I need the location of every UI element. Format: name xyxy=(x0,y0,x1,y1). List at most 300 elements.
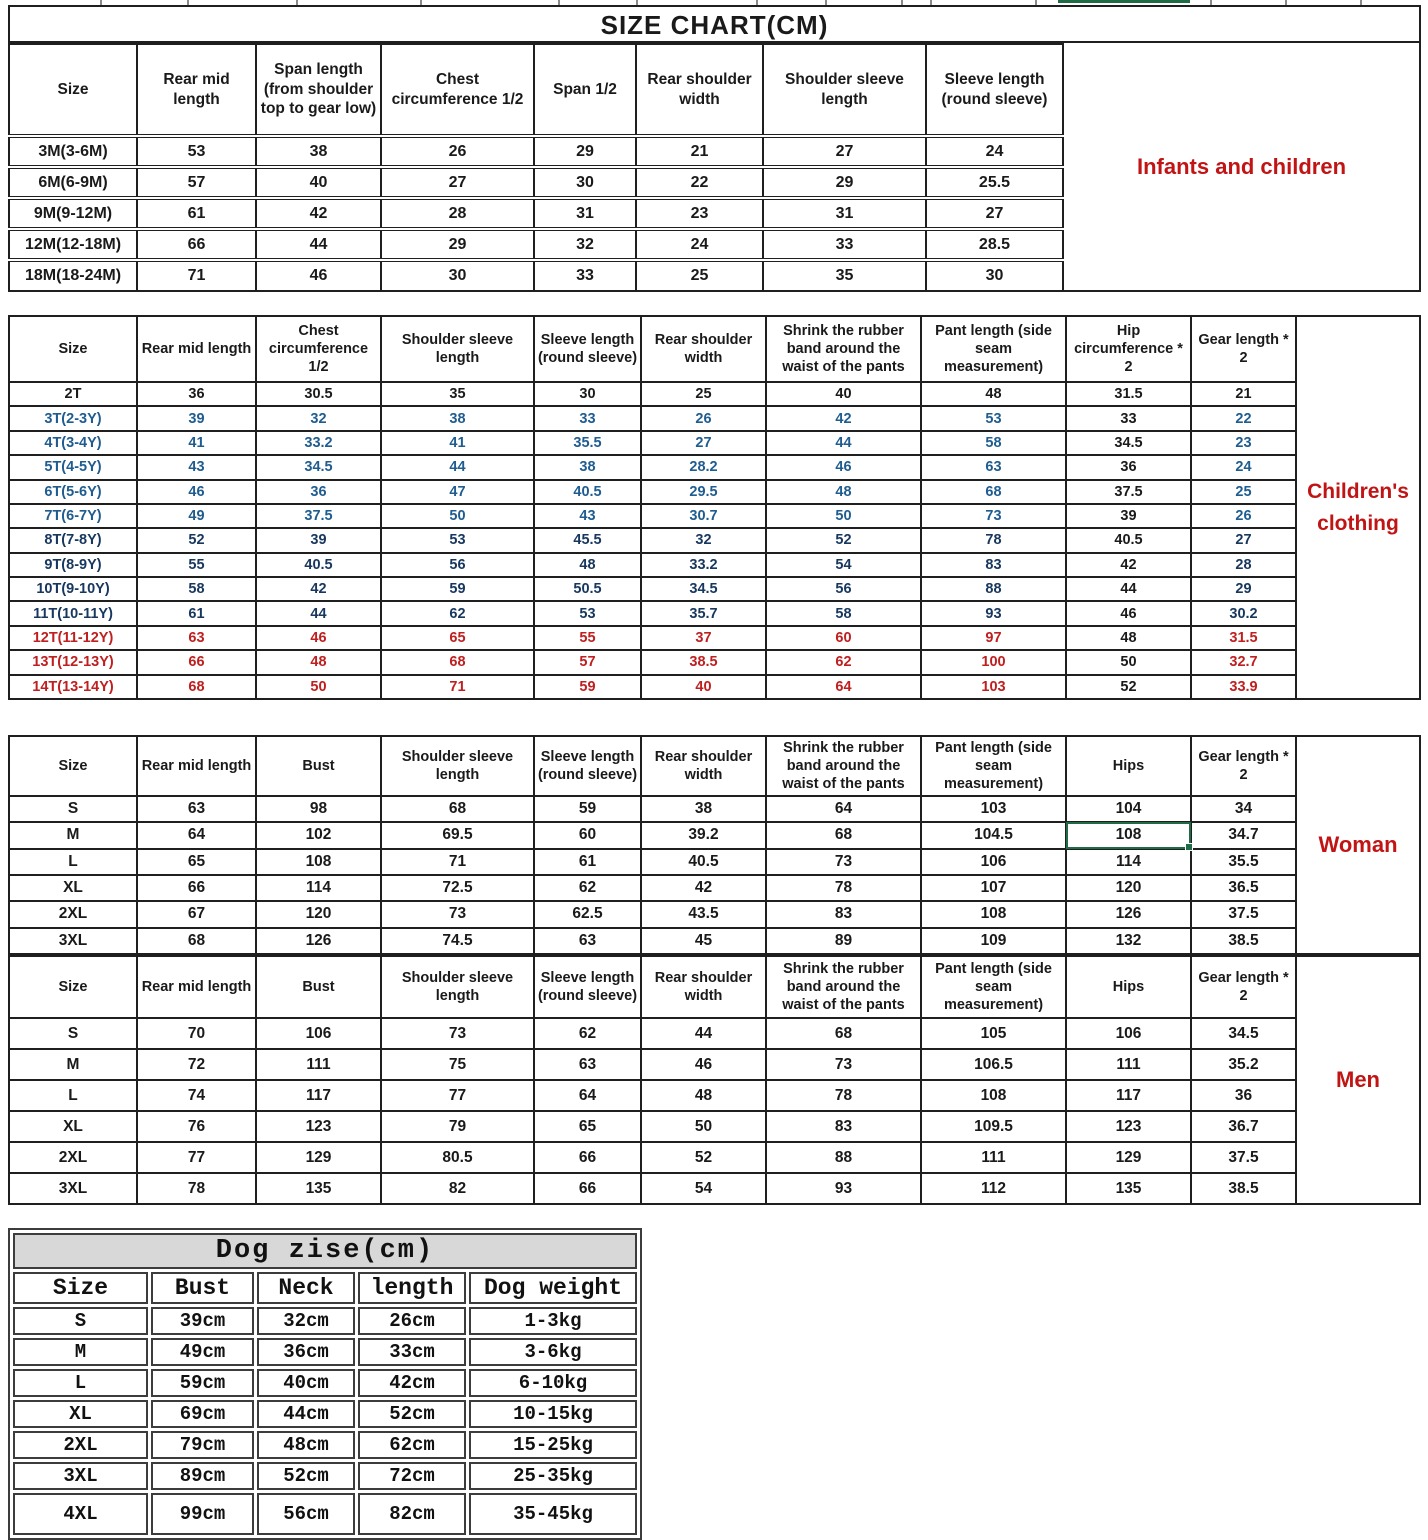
value-cell: 32 xyxy=(256,406,381,430)
column-header: Gear length * 2 xyxy=(1191,316,1296,382)
value-cell: 46 xyxy=(641,1049,766,1080)
value-cell: 100 xyxy=(921,650,1066,674)
value-cell: 33cm xyxy=(358,1338,466,1366)
size-cell: 3XL xyxy=(9,1173,137,1204)
value-cell: 57 xyxy=(137,167,256,198)
table-row xyxy=(9,528,1296,552)
value-cell: 39.2 xyxy=(641,822,766,848)
table-row xyxy=(9,796,1296,822)
column-header: Span 1/2 xyxy=(534,44,636,136)
value-cell: 40.5 xyxy=(1066,528,1191,552)
value-cell: 48 xyxy=(256,650,381,674)
value-cell: 32cm xyxy=(257,1307,355,1335)
value-cell: 72.5 xyxy=(381,875,534,901)
value-cell: 25-35kg xyxy=(469,1462,637,1490)
value-cell: 27 xyxy=(381,167,534,198)
value-cell: 44cm xyxy=(257,1400,355,1428)
value-cell: 37.5 xyxy=(1066,480,1191,504)
column-header: Gear length * 2 xyxy=(1191,956,1296,1018)
value-cell: 61 xyxy=(534,849,641,875)
value-cell: 93 xyxy=(766,1173,921,1204)
value-cell: 33.2 xyxy=(641,553,766,577)
column-header: Pant length (side seam measurement) xyxy=(921,736,1066,796)
value-cell: 33 xyxy=(763,229,926,260)
value-cell: 63 xyxy=(137,796,256,822)
value-cell: 40cm xyxy=(257,1369,355,1397)
value-cell: 120 xyxy=(256,901,381,927)
value-cell: 83 xyxy=(766,1111,921,1142)
value-cell: 35 xyxy=(763,260,926,291)
value-cell: 25.5 xyxy=(926,167,1063,198)
value-cell: 37.5 xyxy=(1191,901,1296,927)
value-cell: 33.2 xyxy=(256,431,381,455)
value-cell: 23 xyxy=(1191,431,1296,455)
size-cell: 18M(18-24M) xyxy=(9,260,137,291)
value-cell: 40 xyxy=(256,167,381,198)
header-row xyxy=(9,44,1063,136)
value-cell: 26 xyxy=(641,406,766,430)
value-cell: 117 xyxy=(1066,1080,1191,1111)
size-cell: XL xyxy=(9,1111,137,1142)
value-cell: 66 xyxy=(534,1173,641,1204)
value-cell: 27 xyxy=(763,136,926,167)
woman-label: Woman xyxy=(1297,735,1421,955)
table-row xyxy=(9,675,1296,700)
value-cell: 46 xyxy=(137,480,256,504)
size-cell: 14T(13-14Y) xyxy=(9,675,137,700)
table-row xyxy=(9,198,1063,229)
value-cell: 58 xyxy=(766,601,921,625)
value-cell: 44 xyxy=(641,1018,766,1049)
size-cell: XL xyxy=(9,875,137,901)
value-cell: 44 xyxy=(1066,577,1191,601)
column-header: Hips xyxy=(1066,956,1191,1018)
column-header: Bust xyxy=(151,1272,254,1304)
value-cell: 73 xyxy=(381,901,534,927)
value-cell: 61 xyxy=(137,198,256,229)
value-cell: 71 xyxy=(381,849,534,875)
table-row xyxy=(13,1431,637,1459)
value-cell: 44 xyxy=(766,431,921,455)
infants-size-table xyxy=(8,43,1064,292)
column-header: Sleeve length (round sleeve) xyxy=(534,956,641,1018)
size-cell: 2XL xyxy=(9,1142,137,1173)
size-cell: 6M(6-9M) xyxy=(9,167,137,198)
value-cell: 78 xyxy=(921,528,1066,552)
value-cell: 30.7 xyxy=(641,504,766,528)
value-cell: 36 xyxy=(1066,455,1191,479)
value-cell: 37.5 xyxy=(256,504,381,528)
value-cell: 40.5 xyxy=(256,553,381,577)
column-header: length xyxy=(358,1272,466,1304)
value-cell: 106 xyxy=(1066,1018,1191,1049)
value-cell: 72 xyxy=(137,1049,256,1080)
value-cell: 79 xyxy=(381,1111,534,1142)
value-cell: 75 xyxy=(381,1049,534,1080)
value-cell: 56 xyxy=(766,577,921,601)
size-cell: 6T(5-6Y) xyxy=(9,480,137,504)
woman-size-table xyxy=(8,735,1297,955)
header-row xyxy=(9,736,1296,796)
value-cell: 48cm xyxy=(257,1431,355,1459)
column-header: Rear shoulder width xyxy=(636,44,763,136)
value-cell: 48 xyxy=(921,382,1066,406)
men-label: Men xyxy=(1297,955,1421,1205)
value-cell: 79cm xyxy=(151,1431,254,1459)
value-cell: 114 xyxy=(1066,849,1191,875)
value-cell: 52cm xyxy=(257,1462,355,1490)
column-header: Size xyxy=(9,316,137,382)
value-cell: 57 xyxy=(534,650,641,674)
column-header: Bust xyxy=(256,956,381,1018)
column-header: Rear mid length xyxy=(137,956,256,1018)
value-cell: 68 xyxy=(766,822,921,848)
value-cell: 63 xyxy=(921,455,1066,479)
selection-top-marker xyxy=(1058,0,1190,3)
table-row xyxy=(9,1080,1296,1111)
value-cell: 33 xyxy=(534,260,636,291)
value-cell: 35-45kg xyxy=(469,1493,637,1535)
value-cell: 40.5 xyxy=(534,480,641,504)
size-cell: 12M(12-18M) xyxy=(9,229,137,260)
size-cell: 2T xyxy=(9,382,137,406)
value-cell: 78 xyxy=(137,1173,256,1204)
men-section xyxy=(8,955,1421,1205)
value-cell: 25 xyxy=(641,382,766,406)
size-cell: L xyxy=(9,849,137,875)
value-cell: 53 xyxy=(921,406,1066,430)
size-cell: XL xyxy=(13,1400,148,1428)
value-cell: 135 xyxy=(256,1173,381,1204)
value-cell: 73 xyxy=(921,504,1066,528)
value-cell: 21 xyxy=(1191,382,1296,406)
value-cell: 120 xyxy=(1066,875,1191,901)
value-cell: 34 xyxy=(1191,796,1296,822)
value-cell: 46 xyxy=(766,455,921,479)
size-cell: 13T(12-13Y) xyxy=(9,650,137,674)
column-header: Span length (from shoulder top to gear low) xyxy=(256,44,381,136)
value-cell: 34.5 xyxy=(256,455,381,479)
value-cell: 28 xyxy=(381,198,534,229)
value-cell: 68 xyxy=(137,675,256,700)
table-row xyxy=(9,431,1296,455)
value-cell: 63 xyxy=(137,626,256,650)
value-cell: 41 xyxy=(137,431,256,455)
value-cell: 67 xyxy=(137,901,256,927)
table-row xyxy=(13,1493,637,1535)
column-header: Rear mid length xyxy=(137,44,256,136)
value-cell: 65 xyxy=(137,849,256,875)
value-cell: 30.2 xyxy=(1191,601,1296,625)
value-cell: 88 xyxy=(921,577,1066,601)
value-cell: 46 xyxy=(256,260,381,291)
value-cell: 82cm xyxy=(358,1493,466,1535)
value-cell: 29 xyxy=(763,167,926,198)
column-header: Shoulder sleeve length xyxy=(381,956,534,1018)
header-row xyxy=(9,956,1296,1018)
table-row xyxy=(9,406,1296,430)
table-row xyxy=(13,1462,637,1490)
value-cell: 77 xyxy=(381,1080,534,1111)
size-cell: L xyxy=(9,1080,137,1111)
value-cell: 126 xyxy=(1066,901,1191,927)
value-cell: 1-3kg xyxy=(469,1307,637,1335)
value-cell: 62 xyxy=(534,1018,641,1049)
table-row xyxy=(9,875,1296,901)
column-header: Rear shoulder width xyxy=(641,316,766,382)
value-cell: 58 xyxy=(921,431,1066,455)
value-cell: 43.5 xyxy=(641,901,766,927)
value-cell: 111 xyxy=(921,1142,1066,1173)
value-cell: 108 xyxy=(921,1080,1066,1111)
size-cell: 3T(2-3Y) xyxy=(9,406,137,430)
value-cell: 50 xyxy=(381,504,534,528)
value-cell: 62 xyxy=(534,875,641,901)
value-cell: 70 xyxy=(137,1018,256,1049)
value-cell: 22 xyxy=(636,167,763,198)
value-cell: 50 xyxy=(256,675,381,700)
value-cell: 126 xyxy=(256,928,381,954)
value-cell: 21 xyxy=(636,136,763,167)
value-cell: 64 xyxy=(766,796,921,822)
value-cell: 63 xyxy=(534,928,641,954)
value-cell: 56cm xyxy=(257,1493,355,1535)
table-row xyxy=(9,480,1296,504)
value-cell: 73 xyxy=(381,1018,534,1049)
value-cell: 47 xyxy=(381,480,534,504)
value-cell: 38 xyxy=(641,796,766,822)
value-cell: 33 xyxy=(1066,406,1191,430)
column-header: Size xyxy=(9,956,137,1018)
value-cell: 83 xyxy=(921,553,1066,577)
size-cell: 9M(9-12M) xyxy=(9,198,137,229)
value-cell: 6-10kg xyxy=(469,1369,637,1397)
value-cell: 97 xyxy=(921,626,1066,650)
value-cell: 44 xyxy=(256,601,381,625)
value-cell: 42 xyxy=(1066,553,1191,577)
header-row xyxy=(9,316,1296,382)
value-cell: 68 xyxy=(381,796,534,822)
table-row xyxy=(9,1142,1296,1173)
size-cell: M xyxy=(13,1338,148,1366)
infants-label: Infants and children xyxy=(1064,43,1421,292)
value-cell: 38.5 xyxy=(1191,928,1296,954)
value-cell: 49 xyxy=(137,504,256,528)
value-cell: 107 xyxy=(921,875,1066,901)
table-title-row xyxy=(13,1233,637,1269)
value-cell: 22 xyxy=(1191,406,1296,430)
table-row xyxy=(9,167,1063,198)
value-cell: 36.7 xyxy=(1191,1111,1296,1142)
size-cell: 9T(8-9Y) xyxy=(9,553,137,577)
value-cell: 71 xyxy=(137,260,256,291)
value-cell: 35.2 xyxy=(1191,1049,1296,1080)
column-header: Size xyxy=(9,736,137,796)
table-row xyxy=(9,601,1296,625)
column-header: Shrink the rubber band around the waist of the pants xyxy=(766,956,921,1018)
value-cell: 49cm xyxy=(151,1338,254,1366)
value-cell: 30 xyxy=(534,382,641,406)
value-cell: 28 xyxy=(1191,553,1296,577)
column-header: Hip circumference * 2 xyxy=(1066,316,1191,382)
value-cell: 104.5 xyxy=(921,822,1066,848)
size-cell: L xyxy=(13,1369,148,1397)
value-cell: 42 xyxy=(256,577,381,601)
size-cell: S xyxy=(13,1307,148,1335)
children-label: Children's clothing xyxy=(1297,315,1421,700)
value-cell: 54 xyxy=(766,553,921,577)
value-cell: 59 xyxy=(534,675,641,700)
value-cell: 50 xyxy=(766,504,921,528)
value-cell: 106 xyxy=(256,1018,381,1049)
value-cell: 43 xyxy=(137,455,256,479)
column-header: Size xyxy=(9,44,137,136)
value-cell: 42 xyxy=(256,198,381,229)
value-cell: 103 xyxy=(921,675,1066,700)
value-cell: 50 xyxy=(1066,650,1191,674)
value-cell: 132 xyxy=(1066,928,1191,954)
table-row xyxy=(9,1173,1296,1204)
size-cell: 12T(11-12Y) xyxy=(9,626,137,650)
value-cell: 38 xyxy=(256,136,381,167)
value-cell: 29 xyxy=(1191,577,1296,601)
value-cell: 40 xyxy=(766,382,921,406)
value-cell: 62.5 xyxy=(534,901,641,927)
value-cell: 33.9 xyxy=(1191,675,1296,700)
table-row xyxy=(9,650,1296,674)
value-cell: 27 xyxy=(926,198,1063,229)
size-cell: M xyxy=(9,1049,137,1080)
size-cell: 5T(4-5Y) xyxy=(9,455,137,479)
value-cell: 48 xyxy=(534,553,641,577)
value-cell: 66 xyxy=(137,875,256,901)
column-header: Shoulder sleeve length xyxy=(763,44,926,136)
value-cell: 78 xyxy=(766,1080,921,1111)
table-row xyxy=(9,260,1063,291)
value-cell: 114 xyxy=(256,875,381,901)
value-cell: 36 xyxy=(1191,1080,1296,1111)
value-cell: 40 xyxy=(641,675,766,700)
value-cell: 52 xyxy=(766,528,921,552)
value-cell: 88 xyxy=(766,1142,921,1173)
dog-table-title: Dog zise(cm) xyxy=(13,1233,637,1269)
value-cell: 31 xyxy=(534,198,636,229)
value-cell: 64 xyxy=(137,822,256,848)
value-cell: 48 xyxy=(641,1080,766,1111)
size-cell: 2XL xyxy=(13,1431,148,1459)
value-cell: 26 xyxy=(1191,504,1296,528)
value-cell: 44 xyxy=(256,229,381,260)
value-cell: 29 xyxy=(381,229,534,260)
table-row xyxy=(9,849,1296,875)
value-cell: 129 xyxy=(1066,1142,1191,1173)
value-cell: 48 xyxy=(766,480,921,504)
value-cell: 31 xyxy=(763,198,926,229)
column-header: Shrink the rubber band around the waist of the pants xyxy=(766,316,921,382)
value-cell: 109 xyxy=(921,928,1066,954)
table-row xyxy=(9,553,1296,577)
value-cell: 68 xyxy=(766,1018,921,1049)
value-cell: 117 xyxy=(256,1080,381,1111)
value-cell: 50 xyxy=(641,1111,766,1142)
value-cell: 45 xyxy=(641,928,766,954)
value-cell: 36cm xyxy=(257,1338,355,1366)
value-cell: 52 xyxy=(137,528,256,552)
value-cell: 48 xyxy=(1066,626,1191,650)
selected-cell: 108 xyxy=(1066,822,1191,848)
value-cell: 108 xyxy=(256,849,381,875)
table-row xyxy=(9,1018,1296,1049)
value-cell: 129 xyxy=(256,1142,381,1173)
value-cell: 30 xyxy=(926,260,1063,291)
value-cell: 26 xyxy=(381,136,534,167)
value-cell: 38 xyxy=(534,455,641,479)
value-cell: 68 xyxy=(921,480,1066,504)
value-cell: 76 xyxy=(137,1111,256,1142)
value-cell: 38.5 xyxy=(1191,1173,1296,1204)
value-cell: 34.5 xyxy=(1191,1018,1296,1049)
value-cell: 64 xyxy=(766,675,921,700)
value-cell: 53 xyxy=(534,601,641,625)
value-cell: 69cm xyxy=(151,1400,254,1428)
value-cell: 3-6kg xyxy=(469,1338,637,1366)
value-cell: 135 xyxy=(1066,1173,1191,1204)
value-cell: 39 xyxy=(256,528,381,552)
value-cell: 36 xyxy=(137,382,256,406)
column-header: Rear shoulder width xyxy=(641,736,766,796)
column-header: Bust xyxy=(256,736,381,796)
value-cell: 27 xyxy=(1191,528,1296,552)
value-cell: 36.5 xyxy=(1191,875,1296,901)
value-cell: 27 xyxy=(641,431,766,455)
value-cell: 41 xyxy=(381,431,534,455)
column-header: Pant length (side seam measurement) xyxy=(921,316,1066,382)
column-header: Shrink the rubber band around the waist of the pants xyxy=(766,736,921,796)
value-cell: 36 xyxy=(256,480,381,504)
value-cell: 24 xyxy=(636,229,763,260)
value-cell: 78 xyxy=(766,875,921,901)
value-cell: 89cm xyxy=(151,1462,254,1490)
size-cell: 2XL xyxy=(9,901,137,927)
value-cell: 72cm xyxy=(358,1462,466,1490)
value-cell: 39cm xyxy=(151,1307,254,1335)
column-header: Sleeve length (round sleeve) xyxy=(926,44,1063,136)
value-cell: 109.5 xyxy=(921,1111,1066,1142)
value-cell: 53 xyxy=(137,136,256,167)
size-cell: S xyxy=(9,1018,137,1049)
value-cell: 71 xyxy=(381,675,534,700)
column-header: Shoulder sleeve length xyxy=(381,316,534,382)
value-cell: 93 xyxy=(921,601,1066,625)
size-cell: 10T(9-10Y) xyxy=(9,577,137,601)
value-cell: 30 xyxy=(534,167,636,198)
value-cell: 123 xyxy=(256,1111,381,1142)
value-cell: 10-15kg xyxy=(469,1400,637,1428)
size-cell: M xyxy=(9,822,137,848)
children-size-table xyxy=(8,315,1297,700)
value-cell: 29.5 xyxy=(641,480,766,504)
value-cell: 104 xyxy=(1066,796,1191,822)
value-cell: 106 xyxy=(921,849,1066,875)
value-cell: 99cm xyxy=(151,1493,254,1535)
value-cell: 32.7 xyxy=(1191,650,1296,674)
table-row xyxy=(13,1400,637,1428)
value-cell: 42 xyxy=(766,406,921,430)
value-cell: 58 xyxy=(137,577,256,601)
table-row xyxy=(9,229,1063,260)
table-row xyxy=(9,577,1296,601)
value-cell: 46 xyxy=(1066,601,1191,625)
